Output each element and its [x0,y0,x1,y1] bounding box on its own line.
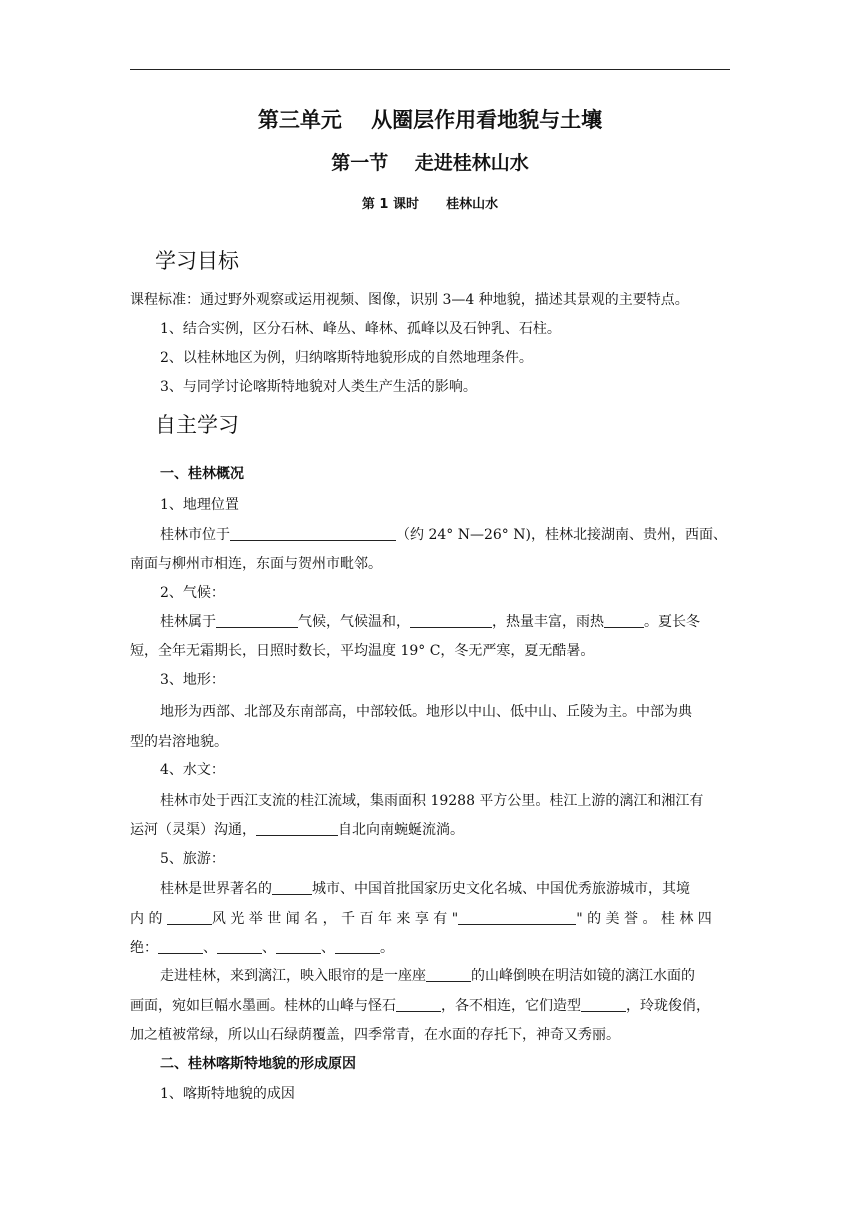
part2-item-1: 1、喀斯特地貌的成因 [160,1086,295,1102]
answer-blank-wonder-2[interactable] [217,938,262,954]
goal-item-1: 1、结合实例，区分石林、峰丛、峰林、孤峰以及石钟乳、石柱。 [160,321,561,337]
header-rule [130,69,730,70]
unit-title: 第三单元 从圈层作用看地貌与土壤 [257,108,603,132]
answer-blank-rocks[interactable] [396,996,441,1012]
lesson-title: 第 1 课时 桂林山水 [361,197,499,212]
tourism-para-line-3: 加之植被常绿，所以山石绿荫覆盖，四季常青，在水面的存托下，神奇又秀丽。 [130,1027,620,1043]
hydrology-line-2: 运河（灵渠）沟通， 自北向南蜿蜒流淌。 [130,822,464,838]
hydrology-label: 4、水文： [160,762,225,778]
goals-heading: 学习目标 [155,249,239,273]
answer-blank-wonder-4[interactable] [335,938,380,954]
answer-blank-city-type[interactable] [272,879,312,895]
answer-blank-climate-feature[interactable] [410,612,492,628]
tourism-line-3: 绝： 、 、 、 。 [130,940,394,956]
self-study-heading: 自主学习 [155,413,239,437]
terrain-label: 3、地形： [160,672,225,688]
part1-title: 一、桂林概况 [160,466,244,482]
tourism-label: 5、旅游： [160,851,225,867]
tourism-para-line-2: 画面，宛如巨幅水墨画。桂林的山峰与怪石 ，各不相连，它们造型 ，玲珑俊俏， [130,998,710,1014]
answer-blank-shape[interactable] [581,996,626,1012]
terrain-line-2: 型的岩溶地貌。 [130,734,228,750]
location-label: 1、地理位置 [160,497,239,513]
climate-label: 2、气候： [160,585,225,601]
section-title: 第一节 走进桂林山水 [331,152,529,174]
terrain-line-1: 地形为西部、北部及东南部高，中部较低。地形以中山、低中山、丘陵为主。中部为典 [160,704,692,720]
goal-item-3: 3、与同学讨论喀斯特地貌对人类生产生活的影响。 [160,379,477,395]
tourism-line-1: 桂林是世界著名的 城市、中国首批国家历史文化名城、中国优秀旅游城市，其境 [160,881,690,897]
climate-line-2: 短，全年无霜期长，日照时数长，平均温度 19° C，冬无严寒，夏无酷暑。 [130,643,595,659]
answer-blank-wonder-3[interactable] [276,938,321,954]
answer-blank-scenery[interactable] [167,909,212,925]
tourism-para-line-1: 走进桂林，来到漓江，映入眼帘的是一座座 的山峰倒映在明洁如镜的漓江水面的 [160,968,695,984]
answer-blank-reputation[interactable] [458,909,576,925]
answer-blank-wonder-1[interactable] [158,938,203,954]
tourism-line-2: 内 的 风 光 举 世 闻 名 ， 千 百 年 来 享 有 " " 的 美 誉 。 桂 林 四 [130,911,712,927]
answer-blank-climate-type[interactable] [216,612,298,628]
goal-item-2: 2、以桂林地区为例，归纳喀斯特地貌形成的自然地理条件。 [160,350,533,366]
hydrology-line-1: 桂林市处于西江支流的桂江流域，集雨面积 19288 平方公里。桂江上游的漓江和湘江有 [160,793,704,809]
answer-blank-location[interactable] [230,525,396,541]
climate-line-1: 桂林属于 气候，气候温和， ，热量丰富，雨热 。夏长冬 [160,614,700,630]
answer-blank-rain-heat[interactable] [604,612,644,628]
location-line-2: 南面与柳州市相连，东面与贺州市毗邻。 [130,556,382,572]
answer-blank-river[interactable] [256,820,338,836]
location-line-1: 桂林市位于 （约 24° N—26° N)，桂林北接湖南、贵州，西面、 [160,527,727,543]
curriculum-standard: 课程标准：通过野外观察或运用视频、图像，识别 3—4 种地貌，描述其景观的主要特点。 [130,292,689,308]
answer-blank-peak-shape[interactable] [426,966,471,982]
part2-title: 二、桂林喀斯特地貌的形成原因 [160,1056,356,1072]
